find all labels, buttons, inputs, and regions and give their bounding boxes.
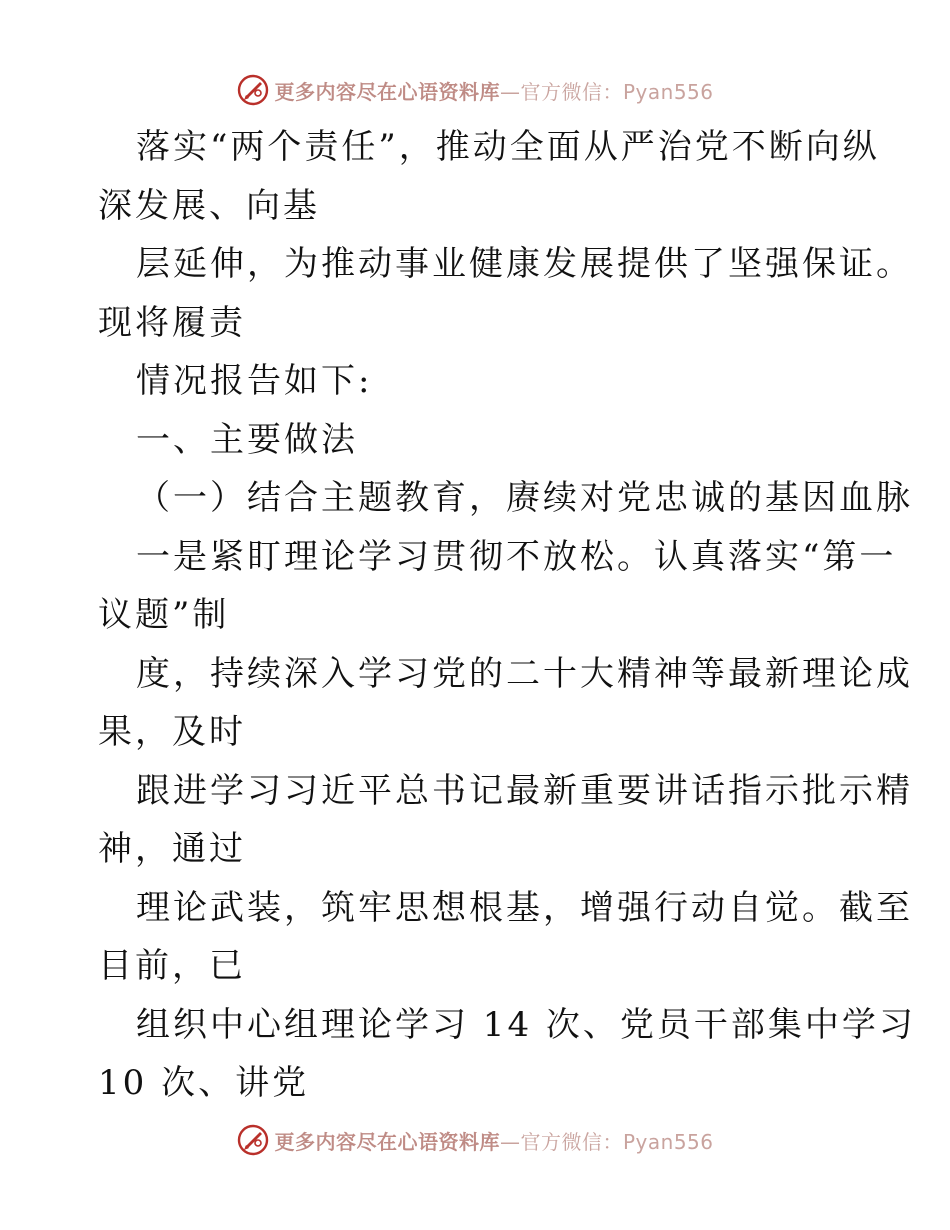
watermark-wechat-id: Pyan556 xyxy=(622,79,714,104)
paragraph-line: 跟进学习习近平总书记最新重要讲话指示批示精 xyxy=(136,770,913,811)
watermark-brand-text: 更多内容尽在心语资料库 xyxy=(274,79,500,104)
watermark-header xyxy=(0,70,950,110)
paragraph-line: 现将履责 xyxy=(98,302,246,343)
document-body xyxy=(98,118,916,1113)
paragraph-line: 组织中心组理论学习 14 次、党员干部集中学习 xyxy=(136,1004,916,1045)
paragraph-line: 深发展、向基 xyxy=(98,185,320,226)
watermark-wechat-id: Pyan556 xyxy=(622,1129,714,1154)
watermark-text xyxy=(274,76,713,105)
brand-logo-icon xyxy=(236,1123,270,1157)
watermark-wechat-label: 官方微信： xyxy=(520,1129,623,1154)
paragraph-line: 情况报告如下: xyxy=(136,361,373,401)
paragraph-line: 10 次、讲党 xyxy=(98,1063,310,1103)
brand-logo-icon xyxy=(236,73,270,107)
paragraph-line: 一是紧盯理论学习贯彻不放松。认真落实“第一 xyxy=(136,536,897,577)
paragraph-line: 目前，已 xyxy=(98,946,246,986)
paragraph-line: 层延伸，为推动事业健康发展提供了坚强保证。 xyxy=(136,244,913,284)
paragraph-line: 理论武装，筑牢思想根基，增强行动自觉。截至 xyxy=(136,887,913,928)
watermark-footer xyxy=(0,1120,950,1160)
watermark-brand-text: 更多内容尽在心语资料库 xyxy=(274,1129,500,1154)
watermark-separator: — xyxy=(499,1129,521,1154)
subsection-heading: （一）结合主题教育，赓续对党忠诚的基因血脉 xyxy=(136,478,913,518)
paragraph-line: 度，持续深入学习党的二十大精神等最新理论成 xyxy=(136,653,913,694)
paragraph-line: 落实“两个责任”，推动全面从严治党不断向纵 xyxy=(136,127,880,167)
watermark-text xyxy=(274,1126,713,1155)
paragraph-line: 果，及时 xyxy=(98,712,246,752)
watermark-separator: — xyxy=(499,79,521,104)
paragraph-line: 神，通过 xyxy=(98,829,246,869)
paragraph-line: 议题”制 xyxy=(98,595,230,635)
section-heading: 一、主要做法 xyxy=(136,419,358,460)
watermark-wechat-label: 官方微信： xyxy=(520,79,623,104)
